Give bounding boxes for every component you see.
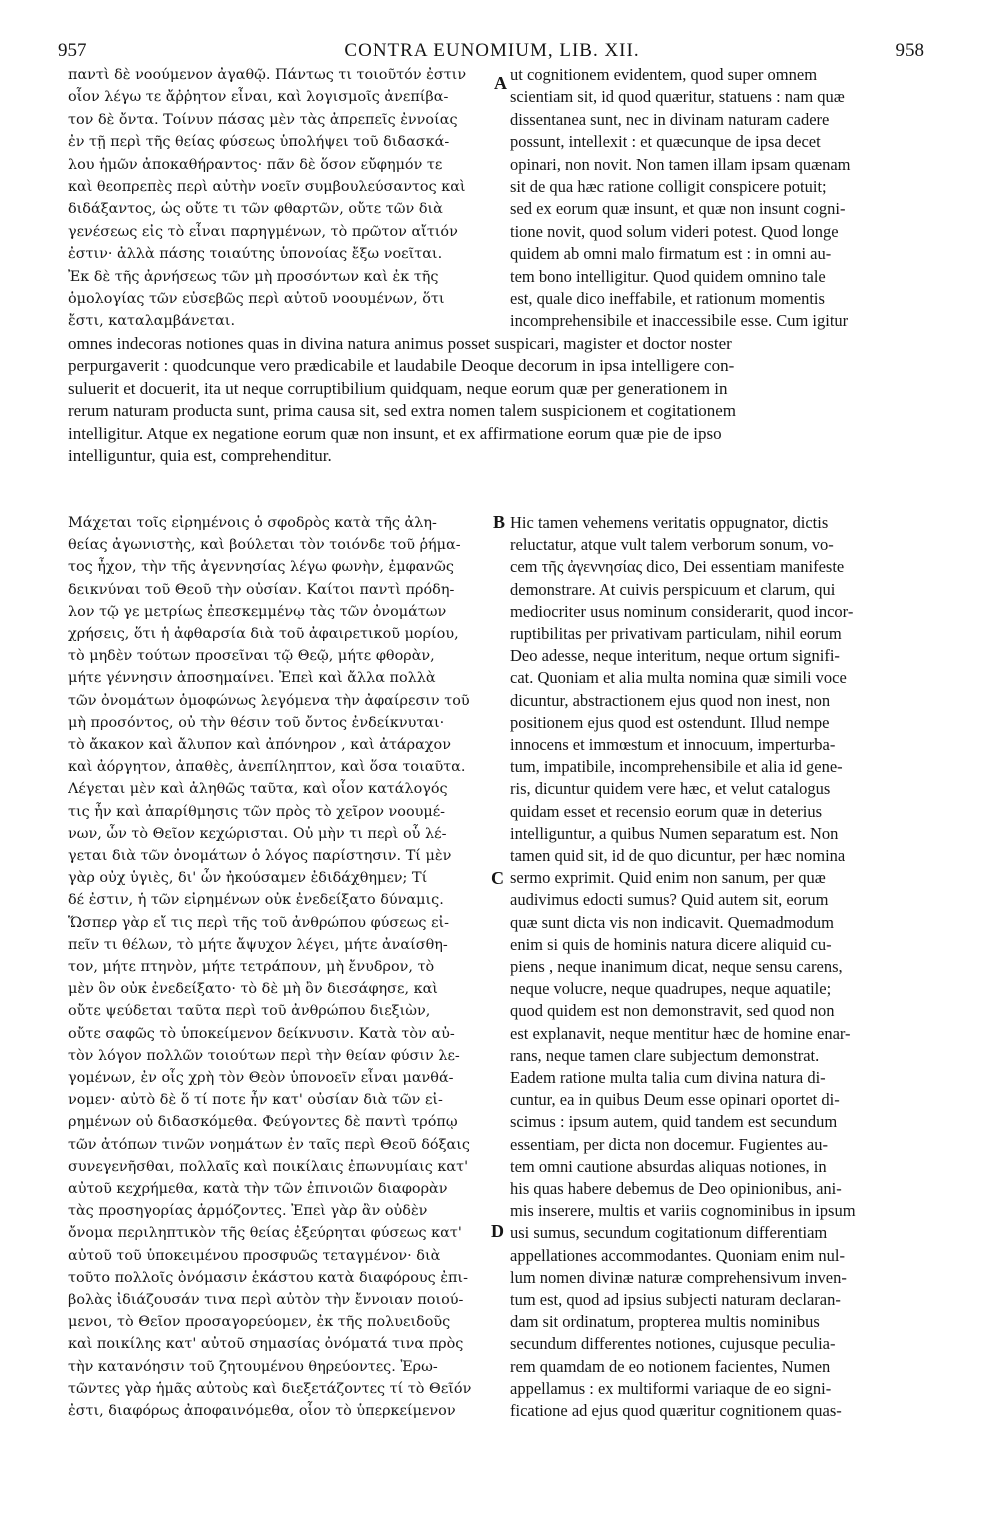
latin-main-line: appellationes accommodantes. Quoniam enim nul- xyxy=(510,1245,845,1265)
greek-main-line: μήτε γέννησιν ἀποσημαίνει. Ἐπεὶ καὶ ἄλλα πολλὰ xyxy=(68,670,436,687)
latin-top-line: scientiam sit, id quod quæritur, statuens : nam quæ xyxy=(510,87,845,107)
latin-top-line: tem bono intelligitur. Quod quidem omnino tale xyxy=(510,266,826,286)
greek-top-line: ἔστι, καταλαμβάνεται. xyxy=(68,313,236,330)
latin-top-line: possunt, intellexit : et quæcunque de ipsa decet xyxy=(510,132,821,152)
latin-main-line: cuntur, ea in quibus Deum esse opinari oportet di- xyxy=(510,1090,840,1110)
latin-main-line: dicuntur, abstractionem ejus quod non inest, non xyxy=(510,690,831,710)
latin-main-line: positionem ejus quod est ostendunt. Illud nempe xyxy=(510,712,830,732)
greek-main-line: ὄνομα περιληπτικὸν τῆς θείας ἐξεύρηται φύσεως κατ' xyxy=(68,1225,462,1242)
latin-main-line: quæ sunt dicta vis non indicavit. Quemadmodum xyxy=(510,912,835,932)
latin-main-line: enim si quis de hominis natura dicere aliquid cu- xyxy=(510,934,832,954)
latin-main-line: essentiam, per dicta non docemur. Fugientes au- xyxy=(510,1134,828,1154)
greek-main-line: αὐτοῦ τοῦ ὑποκειμένου προσφυῶς τεταγμένον· διὰ xyxy=(68,1247,441,1264)
greek-main-line: Ὥσπερ γὰρ εἴ τις περὶ τῆς τοῦ ἀνθρώπου φύσεως εἰ- xyxy=(68,914,450,931)
greek-main-line: τὸ μηδὲν τούτων προσεῖναι τῷ Θεῷ, μήτε φθορὰν, xyxy=(68,648,435,665)
latin-main-line: tum, impatibile, incomprehensibile et alia id gene- xyxy=(510,757,843,777)
latin-full-line: omnes indecoras notiones quas in divina natura animus posset suspicari, magister et doctor noster xyxy=(68,334,732,353)
latin-top-line: incomprehensibile et inaccessibile esse. Cum igitur xyxy=(510,311,849,331)
greek-main-line: τὰς προσηγορίας ἁρμόζοντες. Ἐπεὶ γὰρ ἂν οὐδὲν xyxy=(68,1203,428,1220)
greek-main-line: ρημένων οὐ διδασκόμεθα. Φεύγοντες δὲ παντὶ τρόπῳ xyxy=(68,1114,458,1131)
greek-main-line: τον, μήτε πτηνὸν, μήτε τετράπουν, μὴ ἔνυδρον, τὸ xyxy=(68,959,435,975)
greek-top-line: λου ἡμῶν ἀποκαθήραντος· πᾶν δὲ ὅσον εὔφημόν τε xyxy=(68,156,443,173)
greek-main-line: λον τῷ γε μετρίως ἐπεσκεμμένῳ τὰς τῶν ὀνομάτων xyxy=(68,603,447,620)
greek-main-line: ἐστι, διαφόρως ἀποφαινόμεθα, οἷον τὸ ὑπερκείμενον xyxy=(68,1403,456,1419)
greek-main-line: Μάχεται τοῖς εἰρημένοις ὁ σφοδρὸς κατὰ τῆς ἀλη- xyxy=(68,515,437,531)
section-marker-b: B xyxy=(493,512,506,532)
latin-full-line: intelligitur. Atque ex negatione eorum quæ non insunt, et ex affirmatione eorum quæ pie de ipso xyxy=(68,423,722,443)
latin-top-line: ut cognitionem evidentem, quod super omnem xyxy=(510,65,818,84)
latin-full-line: suluerit et docuerit, ita ut neque corruptibilium quidquam, neque eorum quæ per generationem in xyxy=(68,378,728,398)
latin-main-line: cat. Quoniam et alia multa nomina quæ simili voce xyxy=(510,668,847,688)
greek-main-line: μὲν ὃν οὐκ ἐνεδείξατο· τὸ δὲ μὴ ὂν διεσάφησε, καὶ xyxy=(68,981,438,998)
greek-main-line: νων, ὧν τὸ Θεῖον κεχώρισται. Οὐ μὴν τι περὶ οὗ λέ- xyxy=(68,825,447,842)
latin-main-line: mis inserere, multis et variis cognominibus in ipsum xyxy=(510,1201,856,1221)
latin-main-line: audivimus edocti sumus? Quid autem sit, eorum xyxy=(510,890,829,910)
greek-main-line: τῶντες γὰρ ἡμᾶς αὐτοὺς καὶ διεξετάζοντες τί τὸ Θεῖόν xyxy=(68,1380,472,1397)
greek-main-line: βολὰς ἰδιάζουσάν τινα περὶ αὐτὸν τὴν ἔννοιαν ποιού- xyxy=(68,1292,464,1308)
greek-main-line: συνεγενῆσθαι, πολλαῖς καὶ ποικίλαις ἐπωνυμίαις κατ' xyxy=(68,1158,469,1175)
latin-full-line: intelliguntur, quia est, comprehenditur. xyxy=(68,446,332,465)
greek-top-line: Ἐκ δὲ τῆς ἀρνήσεως τῶν μὴ προσόντων καὶ ἐκ τῆς xyxy=(68,268,439,285)
greek-main-line: γεται διὰ τῶν ὀνομάτων ὁ λόγος παρίστησιν. Τί μὲν xyxy=(68,848,452,864)
latin-top-line: sed ex eorum quæ insunt, et quæ non insunt cogni- xyxy=(510,199,846,219)
greek-main-line: τις ἦν καὶ ἀπαρίθμησις τῶν πρὸς τὸ χεῖρον νοουμέ- xyxy=(68,803,446,820)
latin-top-line: quidem ab omni malo firmatum est : in omni au- xyxy=(510,244,832,264)
greek-main-line: οὔτε ψεύδεται ταῦτα περὶ τοῦ ἀνθρώπου διεξιὼν, xyxy=(68,1003,431,1020)
page-number-right: 958 xyxy=(895,40,924,61)
latin-main-line: ficatione ad ejus quod quæritur cognitionem quas- xyxy=(510,1401,842,1420)
latin-main-line: lum nomen divinæ naturæ comprehensivum inven- xyxy=(510,1267,847,1287)
latin-main-line: innocens et immœstum et innocuum, imperturba- xyxy=(510,735,836,754)
greek-main-line: αὐτοῦ κεχρήμεθα, κατὰ τὴν τῶν ἐπινοιῶν διαφορὰν xyxy=(68,1181,448,1197)
latin-main-line: his quas habere debemus de Deo opinionibus, ani- xyxy=(510,1179,842,1198)
latin-main-line: scimus : ipsum autem, quid tandem est secundum xyxy=(510,1112,838,1132)
latin-main-line: dam sit ordinatum, propterea multis nominibus xyxy=(510,1312,820,1332)
greek-main-line: γὰρ οὐχ ὑγιὲς, δι' ὧν ἠκούσαμεν ἐδιδάχθημεν; Τί xyxy=(68,870,428,887)
greek-main-line: τος ἦχον, τὴν τῆς ἀγεννησίας λέγω φωνὴν, ἐμφανῶς xyxy=(68,559,454,576)
latin-main-line: reluctatur, atque vult talem verborum sonum, vo- xyxy=(510,535,834,555)
latin-main-line: tum est, quod ad ipsius subjecti naturam declaran- xyxy=(510,1290,841,1309)
latin-main-line: tem omni cautione absurdas aliquas notiones, in xyxy=(510,1156,827,1176)
greek-top-line: διδάξαντος, ὡς οὔτε τι τῶν φθαρτῶν, οὔτε τῶν διὰ xyxy=(68,201,443,218)
latin-main-line: Deo adesse, neque interitum, neque ortum signifi- xyxy=(510,646,840,666)
section-marker-d: D xyxy=(491,1221,504,1241)
latin-main-line: piens , neque inanimum dicat, neque sensu carens, xyxy=(510,957,843,976)
greek-main-line: οὔτε σαφῶς τὸ ὑποκείμενον δείκνυσιν. Κατὰ τὸν αὐ- xyxy=(68,1025,455,1042)
latin-main-line: secundum differentes notiones, cujusque peculia- xyxy=(510,1334,836,1354)
section-marker-c: C xyxy=(491,868,504,888)
latin-top-line: sit de qua hæc ratione colligit conspicere potuit; xyxy=(510,177,827,196)
latin-main-line: quod quidem est non demonstravit, sed quod non xyxy=(510,1001,835,1021)
greek-top-line: οἷον λέγω τε ἄῤῥητον εἶναι, καὶ λογισμοῖς ἀνεπίβα- xyxy=(68,89,449,106)
latin-main-line: quidam esset et recensio eorum quæ in deterius xyxy=(510,801,823,821)
latin-main-line: appellamus : ex multiformi variaque de eo signi- xyxy=(510,1378,832,1398)
greek-top-line: γενέσεως εἰς τὸ εἶναι παρηγμένων, τὸ πρῶτον αἴτιόν xyxy=(68,223,458,240)
greek-main-line: θείας ἀγωνιστὴς, καὶ βούλεται τὸν τοιόνδε τοῦ ῥήμα- xyxy=(68,537,461,554)
latin-main-line: Hic tamen vehemens veritatis oppugnator, dictis xyxy=(510,513,829,532)
greek-top-line: τον δὲ ὄντα. Τοίνυν πάσας μὲν τὰς ἀπρεπεῖς ἐννοίας xyxy=(68,111,458,128)
page-number-left: 957 xyxy=(58,40,87,61)
greek-main-line: τῶν ὀνομάτων ὁμοφώνως λεγόμενα τὴν ἀφαίρεσιν τοῦ xyxy=(68,692,470,709)
greek-top-line: ὁμολογίας τῶν εὐσεβῶς περὶ αὐτοῦ νοουμένων, ὅτι xyxy=(68,291,445,307)
greek-top-line: παντὶ δὲ νοούμενον ἀγαθῷ. Πάντως τι τοιοῦτόν ἐστιν xyxy=(68,67,467,83)
running-title: CONTRA EUNOMIUM, LIB. XII. xyxy=(344,40,640,61)
greek-main-line: νομεν· αὐτὸ δὲ ὅ τί ποτε ἦν κατ' οὐσίαν διὰ τῶν εἰ- xyxy=(68,1092,443,1109)
greek-top-line: καὶ θεοπρεπὲς περὶ αὐτὴν νοεῖν συμβουλεύσαντος καὶ xyxy=(68,179,466,195)
greek-main-line: χρήσεις, ὅτι ἡ ἀφθαρσία διὰ τοῦ ἀφαιρετικοῦ μορίου, xyxy=(68,626,459,642)
greek-main-line: δεικνύναι τοῦ Θεοῦ τὴν οὐσίαν. Καίτοι παντὶ πρόδη- xyxy=(68,581,455,598)
latin-main-line: neque volucre, neque quadrupes, neque aquatile; xyxy=(510,979,832,999)
greek-main-line: καὶ ποικίλης κατ' αὐτοῦ σημασίας ὀνόματά τινα πρὸς xyxy=(68,1336,464,1353)
latin-main-line: intelliguntur, a quibus Numen separatum est. Non xyxy=(510,823,839,843)
latin-main-line: ruptibilitas per privativam particulam, nihil eorum xyxy=(510,624,842,643)
latin-main-line: Eadem ratione multa talia cum divina natura di- xyxy=(510,1068,826,1087)
latin-top-line: opinari, non novit. Non tamen illam ipsam quænam xyxy=(510,154,851,174)
latin-top-line: est, quale dico ineffabile, et rationum momentis xyxy=(510,289,825,308)
latin-main-line: ris, dicuntur quidem vere hæc, et velut catalogus xyxy=(510,779,831,799)
greek-main-line: Λέγεται μὲν καὶ ἀληθῶς ταῦτα, καὶ οἷον κατάλογός xyxy=(68,781,448,798)
greek-main-line: τὴν κατανόησιν τοῦ ζητουμένου θηρεύοντες. Ἐρω- xyxy=(68,1358,438,1375)
greek-main-line: δέ ἐστιν, ἡ τῶν εἰρημένων οὐκ ἐνεδείξατο δύναμις. xyxy=(68,892,444,909)
latin-main-line: est explanavit, neque mentitur hæc de homine enar- xyxy=(510,1023,851,1043)
latin-main-line: tamen quid sit, id de quo dicuntur, per hæc nomina xyxy=(510,846,846,865)
latin-main-line: rans, neque tamen clare subjectum demonstrat. xyxy=(510,1045,820,1065)
greek-main-line: γομένων, ἐν οἷς χρὴ τὸν Θεὸν ὑπονοεῖν εἶναι μανθά- xyxy=(68,1070,454,1086)
section-marker-a: A xyxy=(494,73,507,93)
latin-main-line: cem τῆς ἀγεννησίας dico, Dei essentiam manifeste xyxy=(510,557,845,577)
greek-main-line: μενοι, τὸ Θεῖον προσαγορεύομεν, ἐκ τῆς πολυειδοῦς xyxy=(68,1314,451,1331)
latin-main-line: demonstrare. At cuivis perspicuum et clarum, qui xyxy=(510,579,836,599)
greek-main-line: τοῦτο πολλοῖς ὀνόμασιν ἑκάστου κατὰ διαφόρους ἐπι- xyxy=(68,1269,468,1286)
greek-top-line: ἐστιν· ἀλλὰ πάσης τοιαύτης ὑπονοίας ἔξω νοεῖται. xyxy=(68,246,443,263)
latin-top-line: dissentanea sunt, nec in divinam naturam cadere xyxy=(510,109,830,129)
greek-main-line: τὸν λόγον πολλῶν τοιούτων περὶ τὴν θείαν φύσιν λε- xyxy=(68,1047,460,1064)
latin-main-line: mediocriter usus nominum considerarit, quod incor- xyxy=(510,601,854,621)
latin-full-line: perpurgaverit : quodcunque vero prædicabile et laudabile Deoque decorum in ipsa intelligere con- xyxy=(68,356,735,376)
latin-top-line: tione novit, quod solum videri potest. Quod longe xyxy=(510,221,839,241)
latin-main-line: rem quamdam de eo notionem facientes, Numen xyxy=(510,1356,831,1376)
page-header xyxy=(0,40,984,66)
latin-full-line: rerum naturam producta sunt, prima causa sit, sed extra nomen talem suspicionem et cogitationem xyxy=(68,401,736,421)
greek-main-line: τὸ ἄκακον καὶ ἄλυπον καὶ ἀπόνηρον , καὶ ἀτάραχον xyxy=(68,737,451,753)
greek-main-line: πεῖν τι θέλων, τὸ μήτε ἄψυχον λέγει, μήτε ἀναίσθη- xyxy=(68,936,448,953)
greek-main-line: μὴ προσόντος, οὐ τὴν θέσιν τοῦ ὄντος ἐνδείκνυται· xyxy=(68,714,445,731)
greek-main-line: καὶ ἀόργητον, ἀπαθὲς, ἀνεπίληπτον, καὶ ὅσα τοιαῦτα. xyxy=(68,759,466,776)
greek-main-line: τῶν ἀτόπων τινῶν νοημάτων ἐν ταῖς περὶ Θεοῦ δόξαις xyxy=(68,1136,470,1153)
latin-main-line: usi sumus, secundum cogitationum differentiam xyxy=(510,1223,828,1243)
latin-main-line: sermo exprimit. Quid enim non sanum, per quæ xyxy=(510,868,826,888)
greek-top-line: ἐν τῇ περὶ τῆς θείας φύσεως ὑπολήψει τοῦ διδασκά- xyxy=(68,134,450,151)
